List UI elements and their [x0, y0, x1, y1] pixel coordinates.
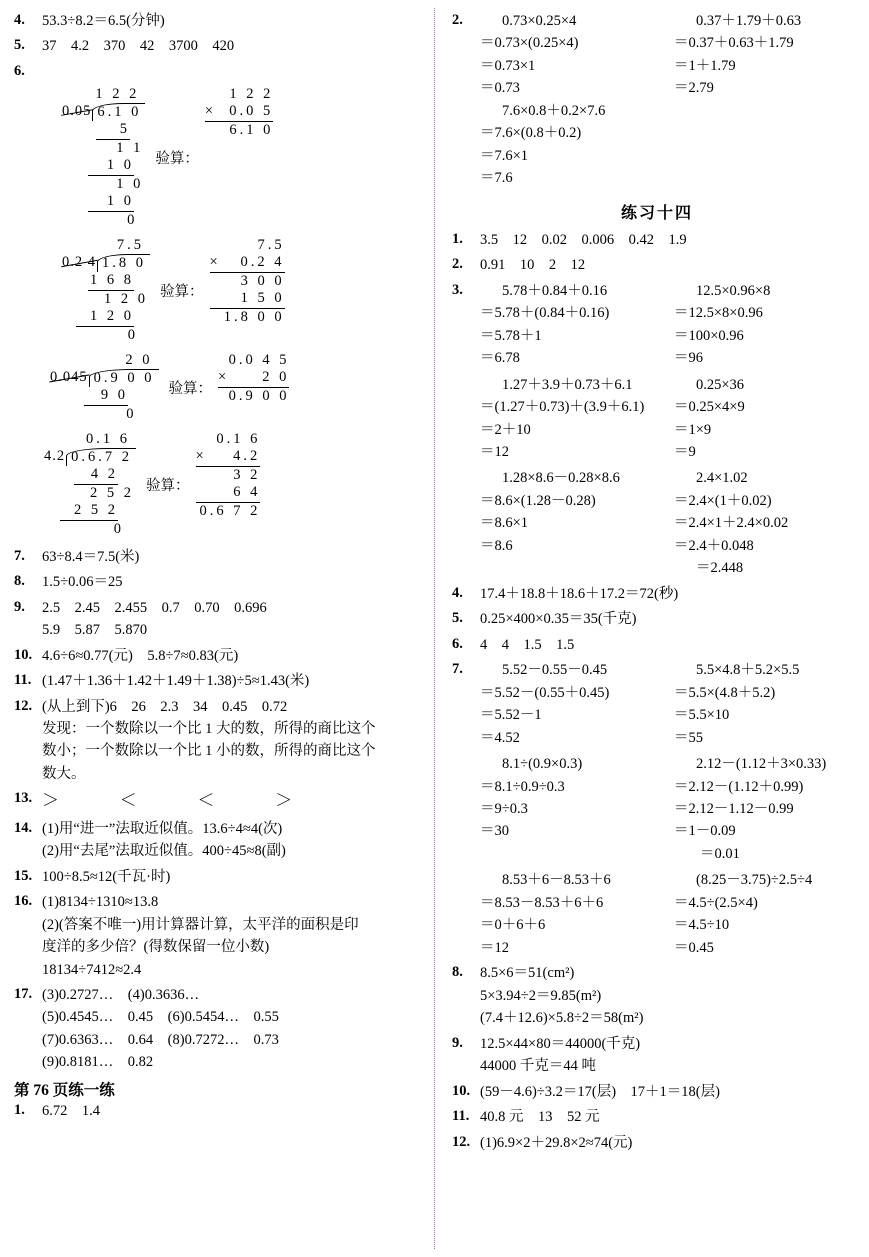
product: 6.1 0: [229, 121, 274, 138]
calc-group-left: [480, 467, 674, 579]
calc-line: ＝6.78: [480, 350, 520, 367]
calc-line: ＝1＋1.79: [674, 57, 736, 74]
answer-line: (1)8134÷1310≈13.8: [42, 894, 159, 911]
item-number: 11.: [452, 1108, 470, 1125]
verification-multiplication-3: [218, 352, 289, 405]
calc-line: ＝12.5×8×0.96: [674, 305, 763, 322]
dividend: 1.8 0: [97, 254, 150, 272]
item-number: 9.: [452, 1034, 463, 1051]
item-content: 4.6÷6≈0.77(元) 5.8÷7≈0.83(元): [42, 647, 239, 664]
item-number: 3.: [452, 281, 463, 298]
division-step: 1 2 0: [76, 308, 134, 327]
item-content: 53.3÷8.2＝6.5(分钟): [42, 13, 165, 29]
item-content: [480, 659, 862, 959]
multiplier: × 2 0: [218, 369, 289, 388]
answer-line: (3)0.2727… (4)0.3636…: [42, 987, 200, 1003]
answer-line: (7)0.6363… 0.64 (8)0.7272… 0.73: [42, 1031, 279, 1048]
answer-line: 12.5×44×80＝44000(千克): [480, 1035, 641, 1052]
calc-line: ＝1－0.09: [674, 823, 736, 840]
product: 0.6 7 2: [199, 502, 261, 519]
calc-line: ＝0.01: [700, 845, 740, 862]
calc-line: 1.28×8.6－0.28×8.6: [502, 470, 620, 487]
calc-group-b: [480, 100, 862, 190]
left-column: [14, 10, 424, 1125]
list-item: [452, 659, 862, 959]
division-step: 5: [96, 121, 130, 140]
quotient: 2 0: [125, 351, 153, 368]
calc-group-left: [480, 659, 674, 749]
calc-line: ＝30: [480, 823, 509, 840]
item-number: 9.: [14, 598, 25, 615]
list-item: [452, 1106, 862, 1128]
partial-product-2: 1 5 0: [210, 290, 285, 309]
item-content: 100÷8.5≈12(千瓦·时): [42, 868, 171, 885]
calc-line: ＝5.78＋(0.84＋0.16): [480, 305, 610, 322]
calc-line: ＝2.448: [696, 560, 744, 577]
item-content: 6.72 1.4: [42, 1102, 100, 1119]
list-item: [452, 608, 862, 630]
item-number: 15.: [14, 867, 33, 884]
answer-line: (9)0.8181… 0.82: [42, 1054, 154, 1071]
item-content: (1.47＋1.36＋1.42＋1.49＋1.38)÷5≈1.43(米): [42, 673, 310, 690]
item-content: 63÷8.4＝7.5(米): [42, 548, 140, 565]
item-number: 12.: [452, 1133, 471, 1150]
item-content: 4 4 1.5 1.5: [480, 636, 575, 653]
list-item: [14, 645, 424, 667]
answer-line: 2.5 2.45 2.455 0.7 0.70 0.696: [42, 599, 267, 616]
long-division-3: [14, 352, 424, 423]
calc-group-left: [480, 280, 674, 370]
answer-line: 发现：一个数除以一个比 1 大的数，所得的商比这个: [42, 720, 376, 737]
divisor: 0.05: [62, 102, 92, 119]
calc-line: ＝0.37＋0.63＋1.79: [674, 35, 794, 52]
calc-line: ＝2.4×(1＋0.02): [674, 492, 772, 509]
quotient: 0.1 6: [86, 430, 130, 447]
calc-group-right: [674, 10, 862, 100]
check-label: 验算：: [160, 283, 204, 300]
list-item: [14, 597, 424, 642]
list-item: [452, 254, 862, 276]
calc-line: ＝2.12－1.12－0.99: [674, 801, 794, 817]
item-number: 1.: [452, 230, 463, 247]
calc-line: ＝4.52: [480, 729, 520, 746]
calc-line: ＝8.6×1: [480, 515, 529, 532]
quotient: 7.5: [116, 236, 144, 253]
calc-group-right: [674, 374, 862, 464]
list-item: [14, 696, 424, 786]
multiplicand: 0.0 4 5: [228, 351, 290, 368]
answer-line: 度洋的多少倍？(得数保留一位小数): [42, 939, 270, 956]
product: 0.9 0 0: [228, 387, 290, 404]
calc-line: ＝0＋6＋6: [480, 917, 546, 934]
calc-line: ＝(1.27＋0.73)＋(3.9＋6.1): [480, 399, 645, 416]
check-label: 验算：: [155, 150, 199, 167]
calc-line: ＝9÷0.3: [480, 801, 528, 817]
calc-group-right: [674, 869, 862, 959]
calc-line: ＝7.6×1: [480, 147, 529, 164]
quotient: 1 2 2: [95, 85, 140, 102]
calc-line: ＝5.78＋1: [480, 327, 542, 344]
partial-product-2: 6 4: [196, 484, 261, 503]
list-item: [452, 634, 862, 656]
multiplier: × 0.2 4: [210, 254, 285, 273]
multiplier: × 4.2: [196, 448, 261, 467]
list-item: [14, 10, 424, 32]
calc-group-right: [674, 280, 862, 370]
item-content: ＞ ＜ ＜ ＞: [42, 791, 305, 811]
list-item: [14, 818, 424, 863]
item-number: 1.: [14, 1101, 25, 1118]
calc-line: ＝12: [480, 939, 509, 956]
answer-line: 数大。: [42, 765, 86, 782]
list-item: [452, 1081, 862, 1103]
calc-line: ＝5.52－1: [480, 707, 542, 724]
calc-line: ＝2.12－(1.12＋0.99): [674, 778, 804, 795]
list-item: [452, 583, 862, 605]
answer-line: 44000 千克＝44 吨: [480, 1058, 596, 1075]
calc-group-left: [480, 753, 674, 865]
calc-line: ＝2.79: [674, 80, 714, 97]
calc-line: ＝0.45: [674, 939, 714, 956]
division-remainder: 0: [126, 405, 137, 422]
page-title: 第 76 页练一练: [14, 1081, 115, 1099]
calc-line: ＝2.4×1＋2.4×0.02: [674, 515, 789, 532]
item-number: 17.: [14, 986, 33, 1002]
answer-line: 8.5×6＝51(cm²): [480, 965, 575, 982]
calc-line: ＝100×0.96: [674, 327, 744, 344]
right-column: [452, 10, 862, 1157]
item-content: 1.5÷0.06＝25: [42, 574, 123, 591]
list-item: [452, 962, 862, 1029]
division-step: 2 5 2: [90, 484, 134, 501]
calc-line: 5.5×4.8＋5.2×5.5: [696, 662, 800, 679]
calc-line: 2.4×1.02: [696, 470, 748, 487]
calc-line: 2.12－(1.12＋3×0.33): [696, 756, 827, 773]
item-content: [42, 818, 424, 863]
calc-line: ＝8.6×(1.28－0.28): [480, 492, 596, 509]
answer-line: (从上到下)6 26 2.3 34 0.45 0.72: [42, 698, 288, 715]
list-item: [14, 571, 424, 593]
calc-line: (8.25－3.75)÷2.5÷4: [696, 872, 813, 889]
calc-line: ＝1×9: [674, 421, 712, 438]
list-item: [14, 866, 424, 888]
item-number: 5.: [14, 37, 25, 54]
divisor: 0.045: [50, 368, 88, 385]
calc-line: ＝7.6: [480, 170, 513, 187]
item-number: 4.: [14, 12, 25, 28]
division-step: 1 6 8: [88, 272, 134, 291]
calc-line: ＝8.1÷0.9÷0.3: [480, 778, 565, 795]
partial-product-1: 3 0 0: [240, 272, 285, 289]
calc-line: 5.52－0.55－0.45: [502, 662, 608, 679]
calc-line: ＝8.53－8.53＋6＋6: [480, 894, 604, 911]
division-step: 1 2 0: [104, 290, 148, 307]
calc-line: 0.73×0.25×4: [502, 13, 577, 29]
division-step: 2 5 2: [60, 502, 118, 521]
calc-group-left: [480, 374, 674, 464]
answer-line: 5.9 5.87 5.870: [42, 622, 148, 639]
dividend: 0.6.7 2: [66, 448, 136, 466]
calc-line: ＝5.52－(0.55＋0.45): [480, 684, 610, 701]
verification-multiplication-2: [210, 237, 285, 326]
calc-line: 12.5×0.96×8: [696, 282, 771, 299]
calc-line: ＝12: [480, 443, 509, 460]
divisor: 4.2: [44, 447, 66, 464]
multiplier: × 0.0 5: [205, 103, 273, 122]
partial-product-1: 3 2: [233, 466, 261, 483]
list-item: [14, 788, 424, 814]
item-content: [480, 280, 862, 580]
calc-line: 8.53＋6－8.53＋6: [502, 872, 611, 889]
list-item: [14, 670, 424, 692]
long-division-1: [14, 86, 424, 229]
list-item: [14, 1100, 424, 1122]
calc-line: 1.27＋3.9＋0.73＋6.1: [502, 376, 633, 393]
list-item: [14, 984, 424, 1074]
item-number: 14.: [14, 819, 33, 836]
division-step: 9 0: [84, 387, 128, 406]
list-item: [452, 229, 862, 251]
calc-group-right: [674, 659, 862, 749]
division-step: 1 0: [88, 157, 134, 176]
item-content: [480, 10, 862, 190]
division-remainder: 0: [127, 326, 138, 343]
calc-line: 0.25×36: [696, 376, 745, 393]
item-content: 17.4＋18.8＋18.6＋17.2＝72(秒): [480, 585, 679, 602]
item-number: 8.: [452, 964, 463, 981]
item-number: 4.: [452, 584, 463, 601]
division-remainder: 0: [113, 520, 124, 537]
answer-line: 5×3.94÷2＝9.85(m²): [480, 987, 602, 1004]
multiplicand: 7.5: [257, 236, 285, 253]
item-number: 6.: [14, 62, 25, 79]
calc-group-left: [480, 869, 674, 959]
list-item: [452, 10, 862, 190]
list-item: [452, 280, 862, 580]
product: 1.8 0 0: [223, 308, 285, 325]
item-content: [480, 1033, 862, 1078]
item-number: 2.: [452, 256, 463, 273]
calc-line: ＝0.73×1: [480, 57, 536, 74]
item-number: 13.: [14, 790, 33, 807]
item-content: (59－4.6)÷3.2＝17(层) 17＋1＝18(层): [480, 1083, 720, 1100]
item-number: 8.: [14, 573, 25, 590]
item-number: 11.: [14, 672, 32, 689]
calc-line: ＝5.5×(4.8＋5.2): [674, 684, 776, 701]
answer-line: (7.4＋12.6)×5.8÷2＝58(m²): [480, 1010, 644, 1027]
verification-multiplication-1: [205, 86, 273, 139]
verification-multiplication-4: [196, 431, 261, 520]
item-content: 0.25×400×0.35＝35(千克): [480, 611, 637, 628]
calc-line: ＝4.5÷(2.5×4): [674, 894, 758, 911]
calc-line: 8.1÷(0.9×0.3): [502, 756, 583, 773]
answer-line: (5)0.4545… 0.45 (6)0.5454… 0.55: [42, 1009, 279, 1026]
division-step: 1 0: [116, 175, 144, 192]
list-item: [14, 546, 424, 568]
item-content: 40.8 元 13 52 元: [480, 1109, 600, 1126]
answer-line: 18134÷7412≈2.4: [42, 961, 142, 978]
calc-line: 0.37＋1.79＋0.63: [696, 13, 802, 29]
calc-group-right: [674, 467, 862, 579]
calc-group-left: [480, 10, 674, 100]
item-number: 10.: [452, 1082, 471, 1099]
calc-line: ＝0.25×4×9: [674, 399, 745, 416]
multiplicand: 0.1 6: [216, 430, 261, 447]
column-divider: [434, 8, 435, 1249]
calc-line: 5.78＋0.84＋0.16: [502, 282, 608, 299]
calc-line: ＝0.73: [480, 80, 520, 97]
division-step: 1 0: [88, 193, 134, 212]
calc-line: ＝5.5×10: [674, 707, 730, 724]
item-content: [42, 597, 424, 642]
divisor: 0.2 4: [62, 253, 96, 270]
calc-line: ＝0.73×(0.25×4): [480, 35, 579, 52]
item-number: 12.: [14, 697, 33, 714]
answer-line: (1)用“进一”法取近似值。13.6÷4≈4(次): [42, 820, 283, 837]
calc-line: 7.6×0.8＋0.2×7.6: [502, 102, 606, 119]
dividend: 0.9 0 0: [89, 369, 159, 387]
item-content: [42, 891, 424, 981]
item-content: [42, 696, 424, 786]
calc-line: ＝96: [674, 350, 703, 367]
list-item: [452, 1033, 862, 1078]
calc-line: ＝8.6: [480, 537, 513, 554]
item-number: 5.: [452, 610, 463, 627]
check-label: 验算：: [168, 380, 212, 397]
item-content: [480, 962, 862, 1029]
item-number: 7.: [14, 547, 25, 564]
item-number: 16.: [14, 893, 33, 910]
calc-group-right: [674, 753, 862, 865]
calc-line: ＝4.5÷10: [674, 917, 730, 934]
section-title: 练习十四: [620, 204, 693, 222]
division-step: 4 2: [74, 466, 118, 485]
answer-line: (2)(答案不唯一)用计算器计算，太平洋的面积是印: [42, 916, 359, 933]
list-item: [14, 35, 424, 57]
division-remainder: 0: [127, 211, 138, 228]
check-label: 验算：: [146, 477, 190, 494]
item-content: (1)6.9×2＋29.8×2≈74(元): [480, 1134, 633, 1151]
list-item: [452, 1132, 862, 1154]
item-content: 0.91 10 2 12: [480, 257, 586, 274]
calc-line: ＝2.4＋0.048: [674, 537, 754, 554]
answer-line: 数小；一个数除以一个比 1 小的数，所得的商比这个: [42, 743, 376, 760]
item-number: 10.: [14, 646, 33, 663]
answer-line: (2)用“去尾”法取近似值。400÷45≈8(副): [42, 843, 286, 860]
list-item: [14, 891, 424, 981]
item-number: 2.: [452, 12, 463, 28]
item-number: 7.: [452, 661, 463, 678]
dividend: 6.1 0: [92, 103, 145, 121]
item-content: [42, 984, 424, 1074]
calc-line: ＝55: [674, 729, 703, 746]
long-division-4: [14, 431, 424, 538]
long-division-2: [14, 237, 424, 344]
calc-line: ＝2＋10: [480, 421, 531, 438]
item-content: 37 4.2 370 42 3700 420: [42, 38, 235, 55]
calc-line: ＝9: [674, 443, 696, 460]
list-item: [14, 61, 424, 83]
calc-line: ＝7.6×(0.8＋0.2): [480, 125, 582, 142]
division-step: 1 1: [116, 139, 144, 156]
item-number: 6.: [452, 635, 463, 652]
multiplicand: 1 2 2: [229, 85, 274, 102]
item-content: 3.5 12 0.02 0.006 0.42 1.9: [480, 231, 687, 248]
